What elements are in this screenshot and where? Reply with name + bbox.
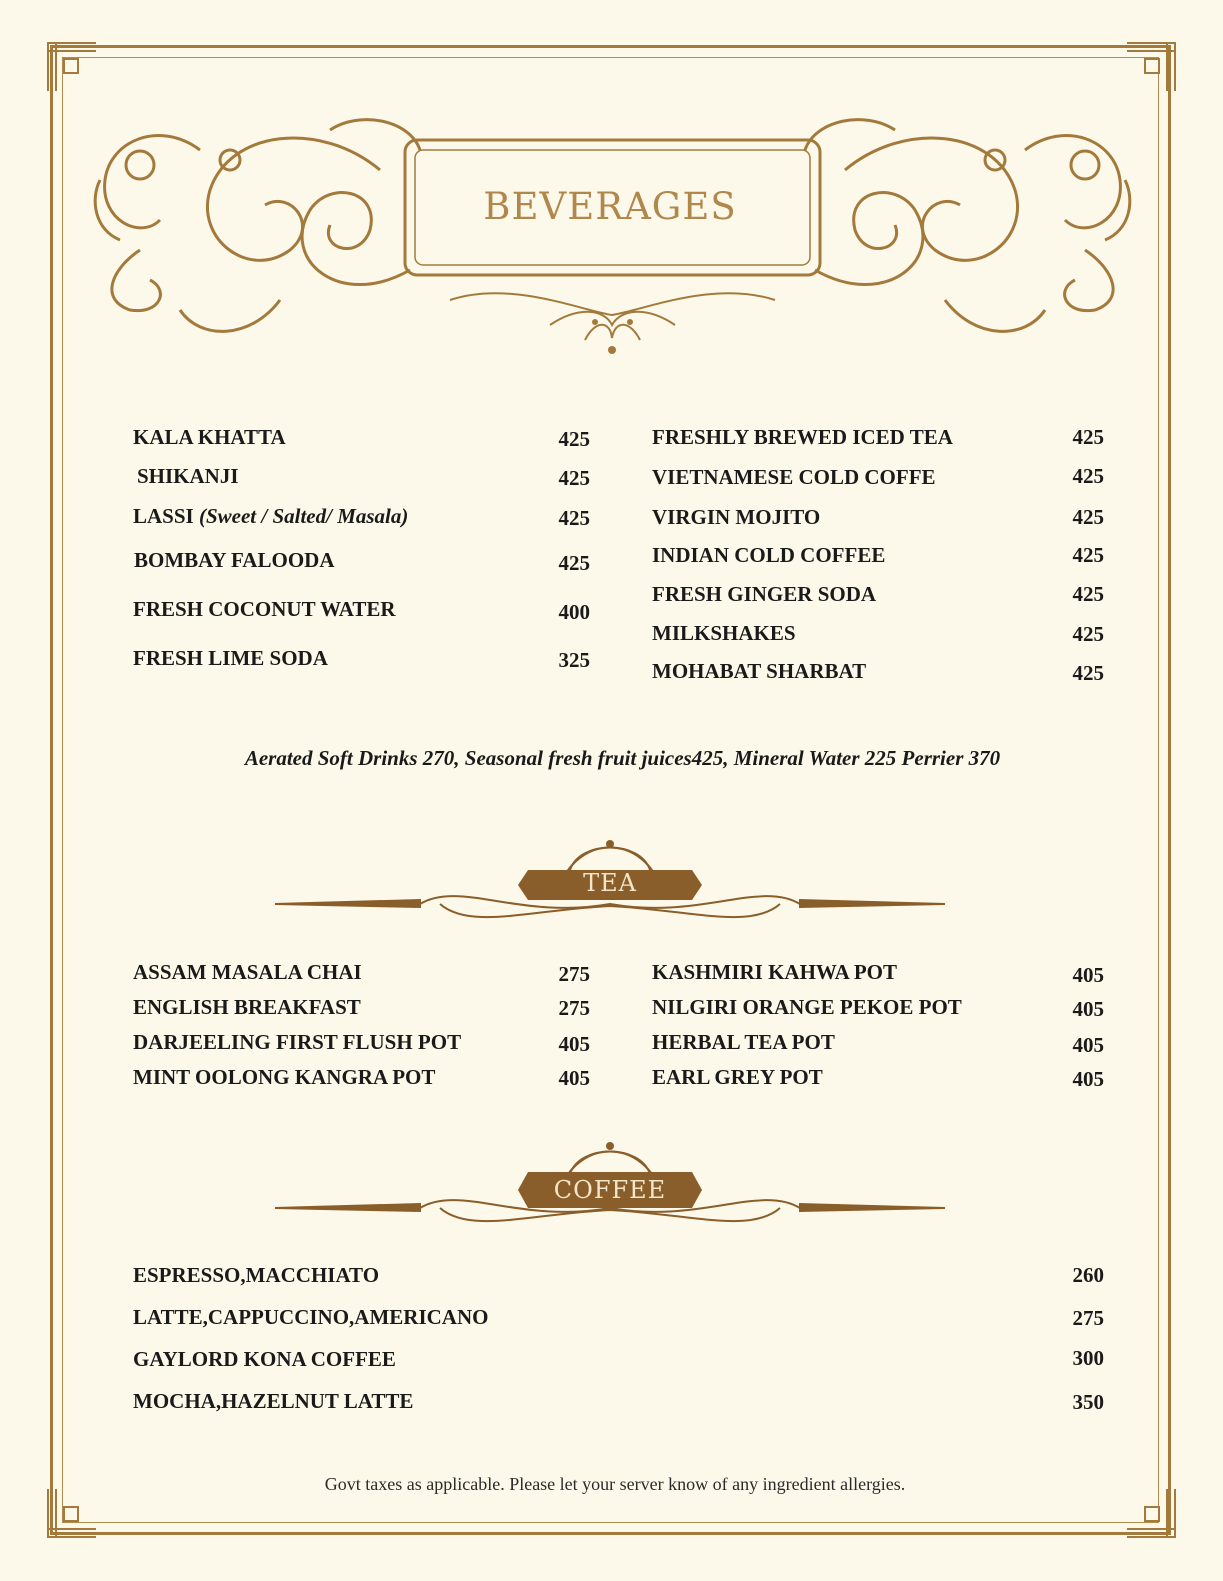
menu-item-name: MINT OOLONG KANGRA POT: [133, 1065, 436, 1089]
section-title-coffee: COFFEE: [553, 1176, 667, 1204]
page-title: BEVERAGES: [483, 185, 737, 228]
menu-item-price: 425: [1072, 543, 1104, 567]
menu-item-price: 405: [558, 1032, 590, 1056]
menu-item-variants: (Sweet / Salted/ Masala): [198, 504, 409, 528]
menu-item-price: 425: [1072, 622, 1104, 646]
menu-item-price: 425: [1072, 505, 1104, 529]
menu-item-name: VIRGIN MOJITO: [652, 505, 821, 529]
divider-ornament-icon: [270, 1140, 950, 1230]
menu-item-price: 400: [558, 600, 590, 624]
menu-item-label: LASSI: [133, 504, 194, 528]
menu-item-name: NILGIRI ORANGE PEKOE POT: [652, 995, 962, 1019]
menu-item-price: 425: [1072, 661, 1104, 685]
menu-item-name: MILKSHAKES: [652, 621, 796, 645]
menu-item-price: 405: [1072, 1033, 1104, 1057]
menu-item-name: ESPRESSO,MACCHIATO: [133, 1263, 380, 1287]
footer-note: Govt taxes as applicable. Please let your server know of any ingredient allergies.: [324, 1474, 906, 1494]
menu-item-price: 325: [558, 648, 590, 672]
menu-item-name: FRESH COCONUT WATER: [133, 597, 396, 621]
menu-item-name: GAYLORD KONA COFFEE: [133, 1347, 396, 1371]
menu-item-name: [133, 504, 408, 529]
menu-item-name: ASSAM MASALA CHAI: [133, 960, 362, 984]
menu-item-price: 425: [1072, 425, 1104, 449]
menu-item-price: 425: [558, 506, 590, 530]
menu-item-name: BOMBAY FALOODA: [134, 548, 335, 572]
corner-ornament-icon: [1125, 1487, 1177, 1539]
menu-item-name: VIETNAMESE COLD COFFE: [652, 465, 936, 489]
menu-item-price: 425: [558, 551, 590, 575]
menu-item-price: 300: [1072, 1346, 1104, 1370]
menu-item-price: 425: [558, 466, 590, 490]
menu-item-name: EARL GREY POT: [652, 1065, 823, 1089]
menu-item-price: 405: [1072, 997, 1104, 1021]
menu-item-price: 425: [1072, 464, 1104, 488]
corner-ornament-icon: [46, 1487, 98, 1539]
menu-item-name: MOHABAT SHARBAT: [652, 659, 867, 683]
menu-item-price: 275: [1072, 1306, 1104, 1330]
extra-drinks-note: Aerated Soft Drinks 270, Seasonal fresh fruit juices425, Mineral Water 225 Perrier 370: [244, 746, 1001, 770]
menu-item-name: FRESH GINGER SODA: [652, 582, 877, 606]
section-title-tea: TEA: [583, 869, 637, 897]
menu-item-name: HERBAL TEA POT: [652, 1030, 835, 1054]
menu-item-price: 425: [1072, 582, 1104, 606]
menu-item-price: 405: [558, 1066, 590, 1090]
menu-item-name: FRESH LIME SODA: [133, 646, 328, 670]
flourish-ornament-icon: [80, 110, 1145, 370]
menu-item-price: 260: [1072, 1263, 1104, 1287]
menu-item-price: 275: [558, 996, 590, 1020]
menu-item-name: KALA KHATTA: [133, 425, 286, 449]
menu-item-name: FRESHLY BREWED ICED TEA: [652, 425, 953, 449]
divider-ornament-icon: [270, 840, 950, 930]
menu-item-price: 425: [558, 427, 590, 451]
menu-item-name: ENGLISH BREAKFAST: [133, 995, 361, 1019]
menu-item-price: 275: [558, 962, 590, 986]
menu-item-name: DARJEELING FIRST FLUSH POT: [133, 1030, 462, 1054]
corner-ornament-icon: [1125, 41, 1177, 93]
menu-item-price: 350: [1072, 1390, 1104, 1414]
corner-ornament-icon: [46, 41, 98, 93]
menu-item-name: INDIAN COLD COFFEE: [652, 543, 886, 567]
menu-item-price: 405: [1072, 1067, 1104, 1091]
menu-item-name: LATTE,CAPPUCCINO,AMERICANO: [133, 1305, 489, 1329]
menu-item-name: SHIKANJI: [137, 464, 239, 488]
menu-item-name: KASHMIRI KAHWA POT: [652, 960, 898, 984]
menu-item-name: MOCHA,HAZELNUT LATTE: [133, 1389, 414, 1413]
menu-item-price: 405: [1072, 963, 1104, 987]
